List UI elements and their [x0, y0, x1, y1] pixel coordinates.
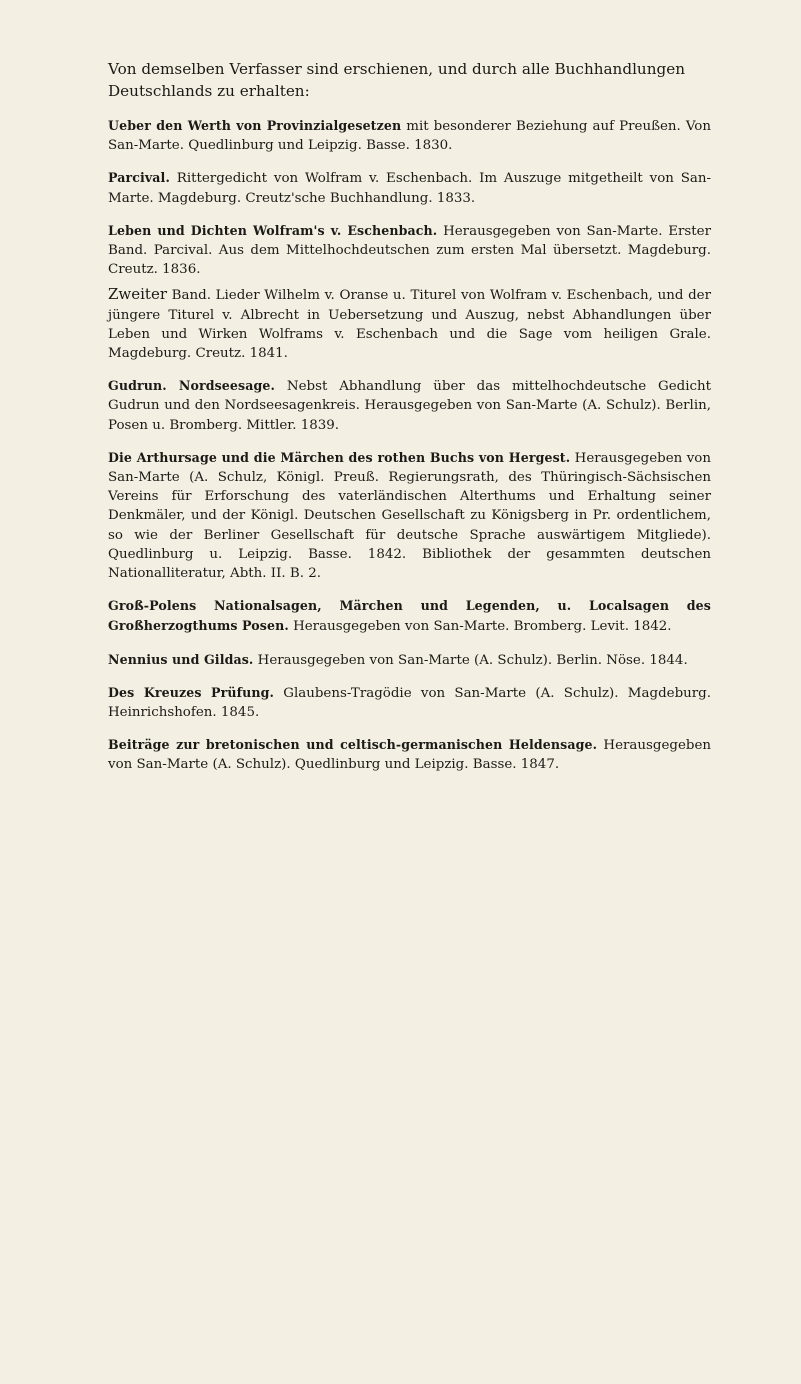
- entry-text: Herausgegeben von San-Marte (A. Schulz, Königl. Preuß. Regierungsrath, des Thüringisch-Sächsischen Vereins für Erforschung des vaterländischen Alterthums und Erhaltung seiner Denkmäler, und der Königl. Deutschen Gesellschaft zu Königsberg in Pr. ordentlichem, so wie der Berliner Gesellschaft für deutsche Sprache auswärtigem Mitgliede). Quedlinburg u. Leipzig. Basse. 1842. Bibliothek der gesammten deutschen Nationalliteratur, Abth. II. B. 2.: [108, 450, 711, 582]
- entry-text: Herausgegeben von San-Marte (A. Schulz). Quedlinburg und Leipzig. Basse. 1847.: [108, 738, 711, 773]
- list-item: [108, 376, 711, 435]
- entry-text: Herausgegeben von San-Marte. Bromberg. Levit. 1842.: [288, 619, 672, 635]
- entry-title: Beiträge zur bretonischen und celtisch-germanischen Heldensage.: [108, 737, 598, 753]
- entry-title: Gudrun. Nordseesage.: [108, 378, 275, 394]
- entry-text: Nebst Abhandlung über das mittelhochdeutsche Gedicht Gudrun und den Nordseesagenkreis. Herausgegeben von San-Marte (A. Schulz). Berlin, Posen u. Bromberg. Mittler. 1839.: [108, 379, 711, 433]
- entry-title: Ueber den Werth von Provinzialgesetzen: [108, 118, 402, 133]
- entry-title: Nennius und Gildas.: [108, 651, 254, 667]
- list-item: [108, 735, 711, 774]
- entry-text: Herausgegeben von San-Marte. Erster Band. Parcival. Aus dem Mittelhochdeutschen zum ersten Mal übersetzt. Magdeburg. Creutz. 1836.: [108, 223, 711, 278]
- entry-text: mit besonderer Beziehung auf Preußen. Von San-Marte. Quedlinburg und Leipzig. Basse. 1830.: [108, 119, 711, 154]
- list-item: [108, 683, 711, 722]
- entry-title: Parcival.: [108, 170, 170, 186]
- entry-title: Groß-Polens Nationalsagen, Märchen und Legenden, u. Localsagen des Großherzogthums Posen.: [108, 598, 711, 634]
- list-item: [108, 116, 711, 155]
- list-item: [108, 650, 711, 670]
- list-item: [108, 596, 711, 636]
- entry-text: Rittergedicht von Wolfram v. Eschenbach. Im Auszuge mitgetheilt von San-Marte. Magdeburg. Creutz'sche Buchhandlung. 1833.: [108, 171, 711, 206]
- entry-lead: Zweiter: [108, 285, 168, 304]
- list-item: [108, 168, 711, 207]
- entry-title: Des Kreuzes Prüfung.: [108, 684, 274, 700]
- list-item: [108, 448, 711, 583]
- entry-text: Band. Lieder Wilhelm v. Oranse u. Titurel von Wolfram v. Eschenbach, und der jüngere Titurel v. Albrecht in Uebersetzung und Auszug, nebst Abhandlungen über Leben und Wirken Wolframs v. Eschenbach und die Sage vom heiligen Grale. Magdeburg. Creutz. 1841.: [108, 288, 711, 362]
- list-item: [108, 285, 711, 363]
- entry-text: Herausgegeben von San-Marte (A. Schulz). Berlin. Nöse. 1844.: [253, 652, 688, 668]
- entry-text: Glaubens-Tragödie von San-Marte (A. Schulz). Magdeburg. Heinrichshofen. 1845.: [108, 685, 711, 721]
- list-item: [108, 221, 711, 280]
- intro-text: Von demselben Verfasser sind erschienen, und durch alle Buchhandlungen Deutschlands zu erhalten:: [108, 60, 685, 100]
- entry-title: Die Arthursage und die Märchen des rothen Buchs von Hergest.: [108, 449, 571, 465]
- entry-title: Leben und Dichten Wolfram's v. Eschenbach.: [108, 222, 438, 238]
